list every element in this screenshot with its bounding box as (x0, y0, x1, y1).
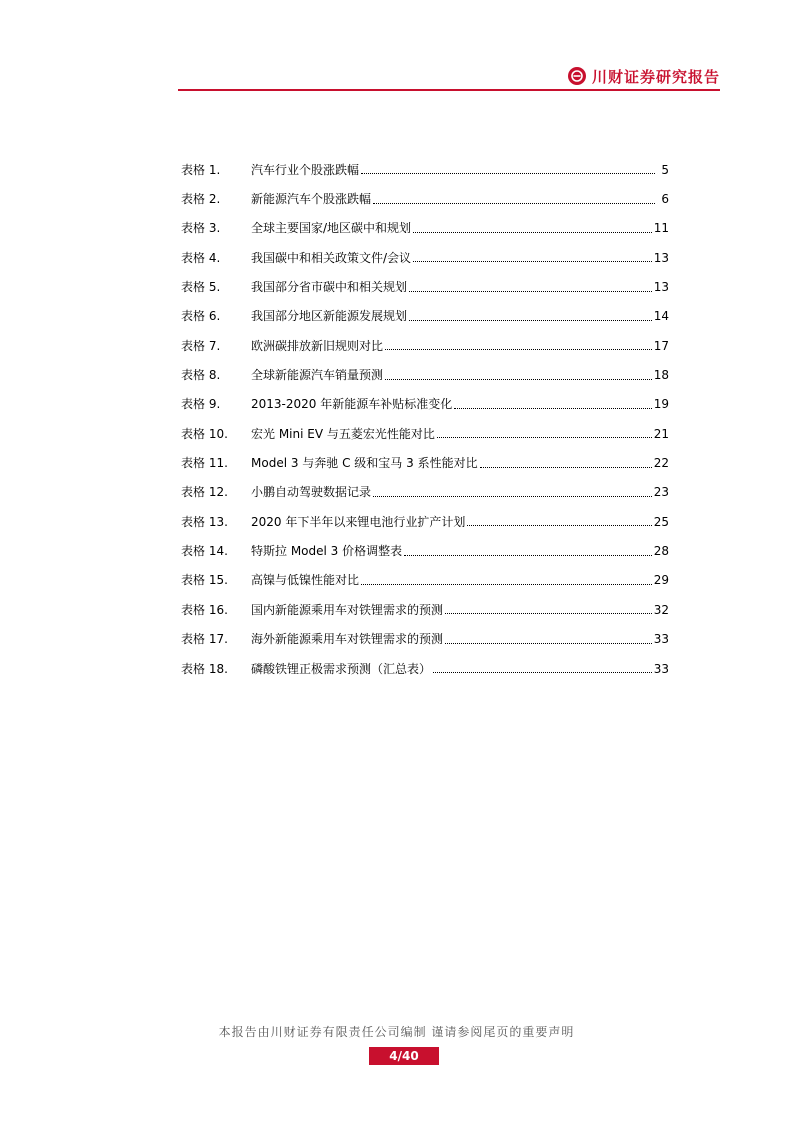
toc-leader-dots (467, 515, 651, 526)
toc-leader-dots (385, 369, 652, 380)
toc-entry[interactable] (181, 184, 669, 213)
toc-leader-dots (361, 574, 652, 585)
toc-entry[interactable] (181, 478, 669, 507)
toc-leader-dots (445, 633, 652, 644)
toc-entry-page[interactable]: 6 (661, 192, 669, 207)
toc-entry-title[interactable]: 国内新能源乘用车对铁锂需求的预测 (251, 602, 444, 617)
toc-entry-title[interactable]: 全球新能源汽车销量预测 (251, 368, 384, 383)
toc-leader-dots (413, 251, 652, 262)
toc-entry[interactable] (181, 536, 669, 565)
toc-leader-dots (454, 398, 651, 409)
toc-entry-title[interactable]: 欧洲碳排放新旧规则对比 (251, 338, 384, 353)
toc-entry-page[interactable]: 33 (653, 661, 669, 676)
toc-entry[interactable] (181, 448, 669, 477)
toc-entry-title[interactable]: 2013-2020 年新能源车补贴标准变化 (251, 397, 453, 412)
toc-entry-page[interactable]: 13 (653, 280, 669, 295)
toc-entry-label: 表格 10. (181, 426, 228, 441)
toc-entry-page[interactable]: 14 (653, 309, 669, 324)
toc-entry[interactable] (181, 272, 669, 301)
toc-entry-label: 表格 12. (181, 485, 228, 500)
toc-entry[interactable] (181, 625, 669, 654)
toc-leader-dots (409, 310, 652, 321)
toc-entry-title[interactable]: 我国部分地区新能源发展规划 (251, 309, 408, 324)
toc-entry-title[interactable]: 海外新能源乘用车对铁锂需求的预测 (251, 632, 444, 647)
toc-entry-title[interactable]: 全球主要国家/地区碳中和规划 (251, 221, 412, 236)
toc-entry[interactable] (181, 507, 669, 536)
toc-entry-label: 表格 8. (181, 368, 221, 383)
toc-entry-label: 表格 5. (181, 280, 221, 295)
toc-entry-page[interactable]: 18 (653, 368, 669, 383)
toc-entry-label: 表格 4. (181, 250, 221, 265)
toc-entry[interactable] (181, 654, 669, 683)
toc-entry[interactable] (181, 302, 669, 331)
toc-entry-page[interactable]: 22 (653, 456, 669, 471)
toc-entry[interactable] (181, 331, 669, 360)
toc-entry-label: 表格 3. (181, 221, 221, 236)
chuancai-logo-icon (568, 67, 586, 85)
toc-leader-dots (404, 545, 652, 556)
toc-entry-title[interactable]: 新能源汽车个股涨跌幅 (251, 192, 372, 207)
toc-entry-page[interactable]: 5 (661, 162, 669, 177)
toc-entry[interactable] (181, 214, 669, 243)
toc-leader-dots (445, 603, 652, 614)
header-rule (178, 89, 720, 91)
toc-entry[interactable] (181, 419, 669, 448)
toc-entry-label: 表格 9. (181, 397, 221, 412)
brand (568, 65, 720, 87)
toc-entry-label: 表格 15. (181, 573, 228, 588)
toc-leader-dots (437, 427, 652, 438)
toc-entry-label: 表格 1. (181, 162, 221, 177)
toc-entry[interactable] (181, 155, 669, 184)
toc-entry-title[interactable]: 高镍与低镍性能对比 (251, 573, 360, 588)
toc-entry-page[interactable]: 11 (653, 221, 669, 236)
toc-entry-label: 表格 18. (181, 661, 228, 676)
toc-entry[interactable] (181, 566, 669, 595)
toc-entry-page[interactable]: 19 (653, 397, 669, 412)
toc-entry-page[interactable]: 21 (653, 426, 669, 441)
toc-leader-dots (373, 486, 652, 497)
toc-entry-label: 表格 6. (181, 309, 221, 324)
toc-entry-label: 表格 14. (181, 544, 228, 559)
toc-entry-title[interactable]: 宏光 Mini EV 与五菱宏光性能对比 (251, 426, 435, 441)
page-header (178, 60, 720, 90)
toc-entry-title[interactable]: 我国碳中和相关政策文件/会议 (251, 250, 412, 265)
toc-entry-label: 表格 11. (181, 456, 228, 471)
toc-leader-dots (433, 662, 652, 673)
toc-leader-dots (373, 193, 655, 204)
table-of-tables (181, 155, 669, 683)
toc-entry-page[interactable]: 17 (653, 338, 669, 353)
toc-entry-title[interactable]: 我国部分省市碳中和相关规划 (251, 280, 408, 295)
toc-entry[interactable] (181, 595, 669, 624)
page-number: 4/40 (369, 1047, 439, 1065)
brand-name: 川财证券研究报告 (591, 67, 720, 86)
toc-entry-title[interactable]: 小鹏自动驾驶数据记录 (251, 485, 372, 500)
toc-entry-label: 表格 13. (181, 514, 228, 529)
toc-leader-dots (409, 281, 652, 292)
toc-entry-label: 表格 7. (181, 338, 221, 353)
toc-entry[interactable] (181, 390, 669, 419)
toc-leader-dots (361, 163, 655, 174)
toc-entry-page[interactable]: 23 (653, 485, 669, 500)
toc-entry-title[interactable]: 2020 年下半年以来锂电池行业扩产计划 (251, 514, 466, 529)
toc-entry-page[interactable]: 33 (653, 632, 669, 647)
toc-leader-dots (385, 339, 652, 350)
toc-leader-dots (480, 457, 652, 468)
toc-leader-dots (413, 222, 652, 233)
toc-entry-title[interactable]: 磷酸铁锂正极需求预测（汇总表） (251, 661, 432, 676)
toc-entry-page[interactable]: 32 (653, 602, 669, 617)
toc-entry-title[interactable]: Model 3 与奔驰 C 级和宝马 3 系性能对比 (251, 456, 478, 471)
toc-entry-page[interactable]: 29 (653, 573, 669, 588)
toc-entry-page[interactable]: 28 (653, 544, 669, 559)
toc-entry-page[interactable]: 25 (653, 514, 669, 529)
footer-disclaimer: 本报告由川财证券有限责任公司编制 谨请参阅尾页的重要声明 (218, 1025, 575, 1039)
toc-entry-page[interactable]: 13 (653, 250, 669, 265)
toc-entry[interactable] (181, 243, 669, 272)
toc-entry[interactable] (181, 360, 669, 389)
toc-entry-title[interactable]: 汽车行业个股涨跌幅 (251, 162, 360, 177)
toc-entry-label: 表格 16. (181, 602, 228, 617)
toc-entry-title[interactable]: 特斯拉 Model 3 价格调整表 (251, 544, 403, 559)
toc-entry-label: 表格 17. (181, 632, 228, 647)
toc-entry-label: 表格 2. (181, 192, 221, 207)
